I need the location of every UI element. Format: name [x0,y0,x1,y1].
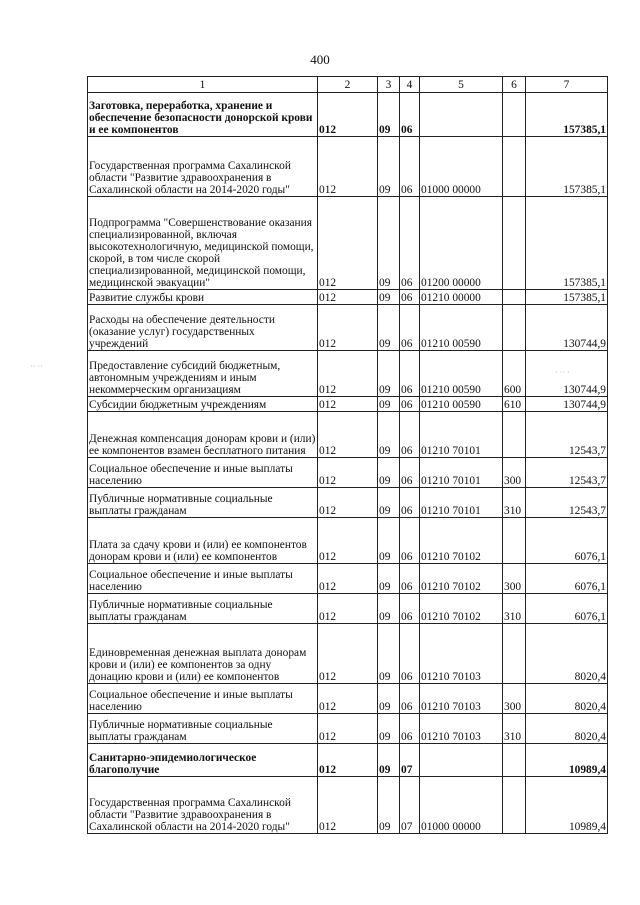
ministry-code-cell: 012 [318,412,378,458]
scan-artifact: ·· ·· [30,362,43,371]
subsection-code-cell: 06 [400,397,420,412]
expense-type-cell [503,412,526,458]
target-article-cell: 01210 70103 [420,684,503,714]
expense-type-cell [503,93,526,137]
row-name-cell: Расходы на обеспечение деятельности (оказание услуг) государственных учреждений [88,305,318,351]
table-row [88,714,608,744]
target-article-cell: 01210 70102 [420,564,503,594]
amount-cell: 8020,4 [526,714,608,744]
section-code-cell: 09 [378,290,400,305]
ministry-code-cell: 012 [318,777,378,834]
column-header: 4 [400,77,420,93]
subsection-code-cell: 06 [400,714,420,744]
amount-cell: 10989,4 [526,744,608,777]
expense-type-cell: 600 [503,351,526,397]
row-name-cell: Предоставление субсидий бюджетным, автономным учреждениям и иным некоммерческим организациям [88,351,318,397]
expense-type-cell [503,777,526,834]
ministry-code-cell: 012 [318,397,378,412]
amount-cell: 10989,4 [526,777,608,834]
subsection-code-cell: 06 [400,305,420,351]
target-article-cell: 01000 00000 [420,137,503,197]
expense-type-cell [503,518,526,564]
target-article-cell: 01210 00590 [420,305,503,351]
column-header-row [88,77,608,93]
subsection-code-cell: 06 [400,458,420,488]
row-name-cell: Заготовка, переработка, хранение и обеспечение безопасности донорской крови и ее компонентов [88,93,318,137]
amount-cell: 157385,1 [526,290,608,305]
section-code-cell: 09 [378,777,400,834]
table-row [88,137,608,197]
subsection-code-cell: 06 [400,351,420,397]
target-article-cell: 01210 70101 [420,458,503,488]
row-name-cell: Плата за сдачу крови и (или) ее компонентов донорам крови и (или) ее компонентов [88,518,318,564]
table-row [88,684,608,714]
section-code-cell: 09 [378,458,400,488]
amount-cell: 130744,9 [526,397,608,412]
amount-cell: 12543,7 [526,488,608,518]
row-name-cell: Публичные нормативные социальные выплаты гражданам [88,594,318,624]
expense-type-cell [503,290,526,305]
expense-type-cell [503,305,526,351]
expense-type-cell: 300 [503,684,526,714]
expense-type-cell [503,137,526,197]
scan-artifact: · ·· · [555,368,570,377]
section-code-cell: 09 [378,137,400,197]
ministry-code-cell: 012 [318,744,378,777]
target-article-cell [420,93,503,137]
ministry-code-cell: 012 [318,564,378,594]
amount-cell: 157385,1 [526,197,608,290]
subsection-code-cell: 06 [400,93,420,137]
page-number: 400 [310,52,330,67]
table-row [88,564,608,594]
column-header: 7 [526,77,608,93]
table-row [88,290,608,305]
expense-type-cell: 310 [503,594,526,624]
section-code-cell: 09 [378,518,400,564]
subsection-code-cell: 06 [400,684,420,714]
target-article-cell: 01210 70101 [420,412,503,458]
expense-type-cell: 300 [503,458,526,488]
ministry-code-cell: 012 [318,351,378,397]
row-name-cell: Государственная программа Сахалинской области "Развитие здравоохранения в Сахалинской области на 2014-2020 годы" [88,137,318,197]
subsection-code-cell: 06 [400,624,420,684]
section-code-cell: 09 [378,197,400,290]
expense-type-cell [503,744,526,777]
target-article-cell: 01210 00590 [420,351,503,397]
subsection-code-cell: 07 [400,744,420,777]
section-code-cell: 09 [378,397,400,412]
table-row [88,594,608,624]
table-row [88,777,608,834]
subsection-code-cell: 06 [400,518,420,564]
ministry-code-cell: 012 [318,197,378,290]
section-code-cell: 09 [378,594,400,624]
row-name-cell: Санитарно-эпидемиологическое благополучие [88,744,318,777]
ministry-code-cell: 012 [318,93,378,137]
section-code-cell: 09 [378,684,400,714]
table-body [88,93,608,834]
section-code-cell: 09 [378,412,400,458]
amount-cell: 8020,4 [526,624,608,684]
ministry-code-cell: 012 [318,518,378,564]
expense-type-cell: 310 [503,488,526,518]
column-header: 5 [420,77,503,93]
row-name-cell: Денежная компенсация донорам крови и (или) ее компонентов взамен бесплатного питания [88,412,318,458]
table-row [88,488,608,518]
row-name-cell: Социальное обеспечение и иные выплаты населению [88,458,318,488]
subsection-code-cell: 06 [400,137,420,197]
ministry-code-cell: 012 [318,137,378,197]
target-article-cell: 01210 70102 [420,594,503,624]
ministry-code-cell: 012 [318,290,378,305]
ministry-code-cell: 012 [318,714,378,744]
amount-cell: 6076,1 [526,594,608,624]
amount-cell: 130744,9 [526,305,608,351]
amount-cell: 12543,7 [526,412,608,458]
amount-cell: 157385,1 [526,137,608,197]
ministry-code-cell: 012 [318,684,378,714]
column-header: 6 [503,77,526,93]
expense-type-cell: 300 [503,564,526,594]
row-name-cell: Публичные нормативные социальные выплаты гражданам [88,714,318,744]
section-code-cell: 09 [378,488,400,518]
subsection-code-cell: 06 [400,564,420,594]
ministry-code-cell: 012 [318,458,378,488]
amount-cell: 157385,1 [526,93,608,137]
row-name-cell: Социальное обеспечение и иные выплаты населению [88,564,318,594]
subsection-code-cell: 06 [400,488,420,518]
target-article-cell: 01210 00590 [420,397,503,412]
ministry-code-cell: 012 [318,624,378,684]
section-code-cell: 09 [378,93,400,137]
section-code-cell: 09 [378,564,400,594]
target-article-cell: 01210 70102 [420,518,503,564]
column-header: 1 [88,77,318,93]
column-header: 2 [318,77,378,93]
row-name-cell: Социальное обеспечение и иные выплаты населению [88,684,318,714]
row-name-cell: Публичные нормативные социальные выплаты гражданам [88,488,318,518]
section-code-cell: 09 [378,714,400,744]
table-row [88,458,608,488]
budget-table [87,76,608,834]
table-row [88,397,608,412]
expense-type-cell: 610 [503,397,526,412]
expense-type-cell: 310 [503,714,526,744]
section-code-cell: 09 [378,744,400,777]
target-article-cell: 01210 70103 [420,624,503,684]
ministry-code-cell: 012 [318,594,378,624]
subsection-code-cell: 06 [400,594,420,624]
table-row [88,93,608,137]
expense-type-cell [503,197,526,290]
table-row [88,744,608,777]
table-row [88,518,608,564]
table-row [88,624,608,684]
expense-type-cell [503,624,526,684]
amount-cell: 6076,1 [526,564,608,594]
table-row [88,412,608,458]
target-article-cell [420,744,503,777]
row-name-cell: Подпрограмма "Совершенствование оказания специализированной, включая высокотехнологичную, медицинской помощи, скорой, в том числе скорой специализированной, медицинской помощи, медицинской эвакуации" [88,197,318,290]
row-name-cell: Государственная программа Сахалинской области "Развитие здравоохранения в Сахалинской области на 2014-2020 годы" [88,777,318,834]
ministry-code-cell: 012 [318,305,378,351]
table-row [88,305,608,351]
section-code-cell: 09 [378,351,400,397]
subsection-code-cell: 07 [400,777,420,834]
amount-cell: 130744,9 [526,351,608,397]
target-article-cell: 01210 70103 [420,714,503,744]
target-article-cell: 01210 70101 [420,488,503,518]
target-article-cell: 01200 00000 [420,197,503,290]
row-name-cell: Субсидии бюджетным учреждениям [88,397,318,412]
table-row [88,351,608,397]
target-article-cell: 01000 00000 [420,777,503,834]
subsection-code-cell: 06 [400,290,420,305]
section-code-cell: 09 [378,305,400,351]
row-name-cell: Развитие службы крови [88,290,318,305]
row-name-cell: Единовременная денежная выплата донорам крови и (или) ее компонентов за одну донацию крови и (или) ее компонентов [88,624,318,684]
column-header: 3 [378,77,400,93]
amount-cell: 12543,7 [526,458,608,488]
section-code-cell: 09 [378,624,400,684]
table-row [88,197,608,290]
amount-cell: 6076,1 [526,518,608,564]
amount-cell: 8020,4 [526,684,608,714]
subsection-code-cell: 06 [400,197,420,290]
target-article-cell: 01210 00000 [420,290,503,305]
ministry-code-cell: 012 [318,488,378,518]
subsection-code-cell: 06 [400,412,420,458]
